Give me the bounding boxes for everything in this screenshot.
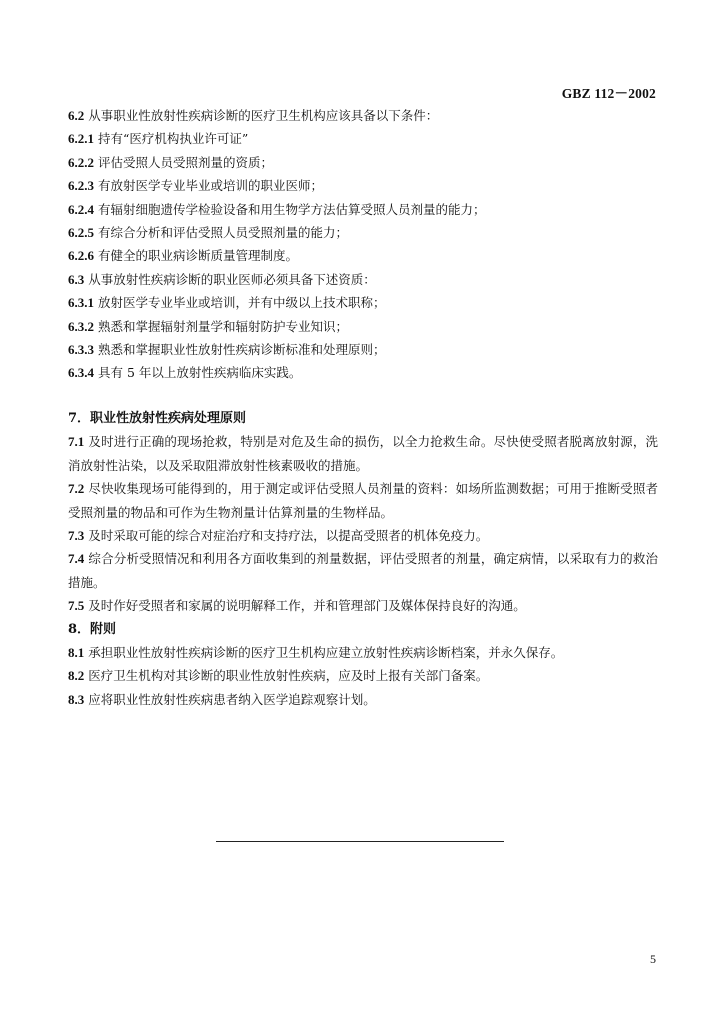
clause-text: 从事放射性疾病诊断的职业医师必须具备下述资质：	[88, 271, 376, 287]
clause-number: 6.2.1	[68, 131, 94, 147]
clause-number: 7.2	[68, 481, 85, 497]
clause-7-1	[68, 430, 658, 477]
clause-text: 尽快收集现场可能得到的，用于测定或评估受照人员剂量的资料：如场所监测数据；可用于推断受照者受照剂量的物品和可作为生物剂量计估算剂量的生物样品。	[68, 481, 658, 520]
clause-6-2-3	[68, 174, 658, 197]
clause-text: 放射医学专业毕业或培训，并有中级以上技术职称；	[98, 295, 386, 311]
standard-code: GBZ 112－2002	[561, 86, 656, 101]
clause-text: 具有 5 年以上放射性疾病临床实践。	[98, 365, 302, 381]
clause-number: 8.1	[68, 644, 85, 660]
clause-number: 6.2.3	[68, 178, 94, 194]
clause-number: 6.2.4	[68, 201, 94, 217]
clause-number: 6.2.5	[68, 225, 94, 241]
clause-text: 熟悉和掌握职业性放射性疾病诊断标准和处理原则；	[98, 342, 386, 358]
clause-number: 6.2.2	[68, 154, 94, 170]
clause-7-2	[68, 477, 658, 524]
clause-number: 7.4	[68, 551, 85, 567]
clause-6-2-1	[68, 127, 658, 150]
clause-6-2-4	[68, 198, 658, 221]
document-body	[68, 104, 658, 711]
clause-number: 6.2	[68, 108, 85, 123]
clause-6-2-5	[68, 221, 658, 244]
clause-7-3	[68, 524, 658, 547]
clause-number: 6.3.2	[68, 318, 94, 334]
clause-number: 6.3.3	[68, 342, 94, 358]
clause-text: 熟悉和掌握辐射剂量学和辐射防护专业知识；	[98, 318, 349, 334]
clause-7-5	[68, 594, 658, 617]
clause-number: 8.2	[68, 668, 85, 684]
clause-7-4	[68, 547, 658, 594]
clause-6-3-1	[68, 291, 658, 314]
clause-text: 及时采取可能的综合对症治疗和支持疗法，以提高受照者的机体免疫力。	[88, 527, 489, 543]
section-spacer	[68, 385, 658, 407]
clause-number: 7.3	[68, 527, 85, 543]
clause-text: 及时进行正确的现场抢救，特别是对危及生命的损伤，以全力抢救生命。尽快使受照者脱离放射源，洗消放射性沾染，以及采取阻滞放射性核素吸收的措施。	[68, 434, 658, 473]
clause-text: 有放射医学专业毕业或培训的职业医师；	[98, 178, 324, 194]
end-of-document-rule	[216, 841, 504, 842]
page-number: 5	[650, 952, 656, 966]
section-heading-8: 8．附则	[68, 621, 117, 637]
clause-6-2	[68, 104, 658, 127]
clause-text: 有健全的职业病诊断质量管理制度。	[98, 248, 299, 264]
clause-text: 应将职业性放射性疾病患者纳入医学追踪观察计划。	[88, 691, 376, 707]
clause-text: 从事职业性放射性疾病诊断的医疗卫生机构应该具备以下条件：	[88, 108, 439, 123]
clause-text: 医疗卫生机构对其诊断的职业性放射性疾病，应及时上报有关部门备案。	[88, 668, 489, 684]
clause-text: 评估受照人员受照剂量的资质；	[98, 154, 274, 170]
clause-6-2-2	[68, 151, 658, 174]
clause-6-2-6	[68, 244, 658, 267]
clause-number: 6.2.6	[68, 248, 94, 264]
clause-number: 6.3	[68, 271, 85, 287]
clause-8-3	[68, 688, 658, 711]
clause-text: 持有“医疗机构执业许可证”	[98, 131, 249, 147]
clause-number: 8.3	[68, 691, 85, 707]
clause-8-1	[68, 641, 658, 664]
clause-text: 有辐射细胞遗传学检验设备和用生物学方法估算受照人员剂量的能力；	[98, 201, 486, 217]
clause-text: 承担职业性放射性疾病诊断的医疗卫生机构应建立放射性疾病诊断档案，并永久保存。	[88, 644, 564, 660]
clause-8-2	[68, 664, 658, 687]
clause-text: 有综合分析和评估受照人员受照剂量的能力；	[98, 225, 349, 241]
clause-text: 综合分析受照情况和利用各方面收集到的剂量数据，评估受照者的剂量，确定病情，以采取有力的救治措施。	[68, 551, 658, 590]
clause-6-3-4	[68, 361, 658, 384]
clause-6-3	[68, 268, 658, 291]
clause-number: 6.3.1	[68, 295, 94, 311]
section-heading-7: 7．职业性放射性疾病处理原则	[68, 410, 247, 426]
clause-6-3-3	[68, 338, 658, 361]
clause-number: 7.1	[68, 434, 85, 450]
clause-text: 及时作好受照者和家属的说明解释工作，并和管理部门及媒体保持良好的沟通。	[88, 598, 526, 614]
clause-6-3-2	[68, 315, 658, 338]
clause-number: 7.5	[68, 598, 85, 614]
clause-number: 6.3.4	[68, 365, 94, 381]
